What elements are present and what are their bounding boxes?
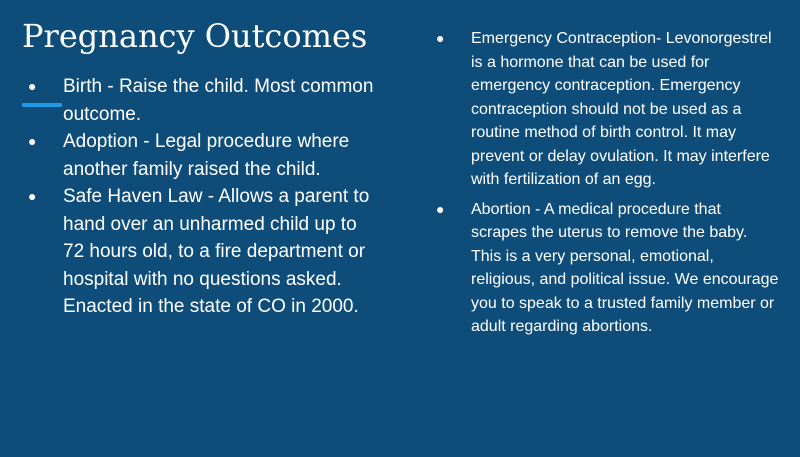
bullet-item-emergency-contraception <box>430 27 780 192</box>
bullet-text: Adoption - Legal procedure where another family raised the child. <box>63 131 350 180</box>
bullet-dot-icon: ● <box>436 30 445 46</box>
bullet-item-adoption <box>22 128 382 183</box>
bullet-dot-icon: ● <box>436 200 445 217</box>
bullet-item-birth <box>22 73 382 128</box>
bullet-dot-icon: ● <box>28 188 37 204</box>
bullet-item-abortion <box>430 198 780 339</box>
bullet-dot-icon: ● <box>28 78 37 94</box>
bullet-dot-icon: ● <box>28 133 37 149</box>
left-bullet-list <box>22 73 382 321</box>
bullet-text: Safe Haven Law - Allows a parent to hand over an unharmed child up to 72 hours old, to a fire department or hospital with no questions asked. Enacted in the state of CO in 2000. <box>63 186 370 317</box>
bullet-text: Emergency Contraception- Levonorgestrel is a hormone that can be used for emergency contraception. Emergency contraception should not be used as a routine method of birth control. It may prevent or delay ovulation. It may interfere with fertilization of an egg. <box>471 30 772 188</box>
bullet-text: Birth - Raise the child. Most common outcome. <box>63 76 374 125</box>
bullet-text: Abortion - A medical procedure that scrapes the uterus to remove the baby. This is a very personal, emotional, religious, and political issue. We encourage you to speak to a trusted family member or adult regarding abortions. <box>471 200 779 335</box>
bullet-item-safe-haven-law <box>22 183 382 321</box>
right-bullet-list <box>430 27 780 339</box>
slide-title: Pregnancy Outcomes <box>22 17 368 55</box>
